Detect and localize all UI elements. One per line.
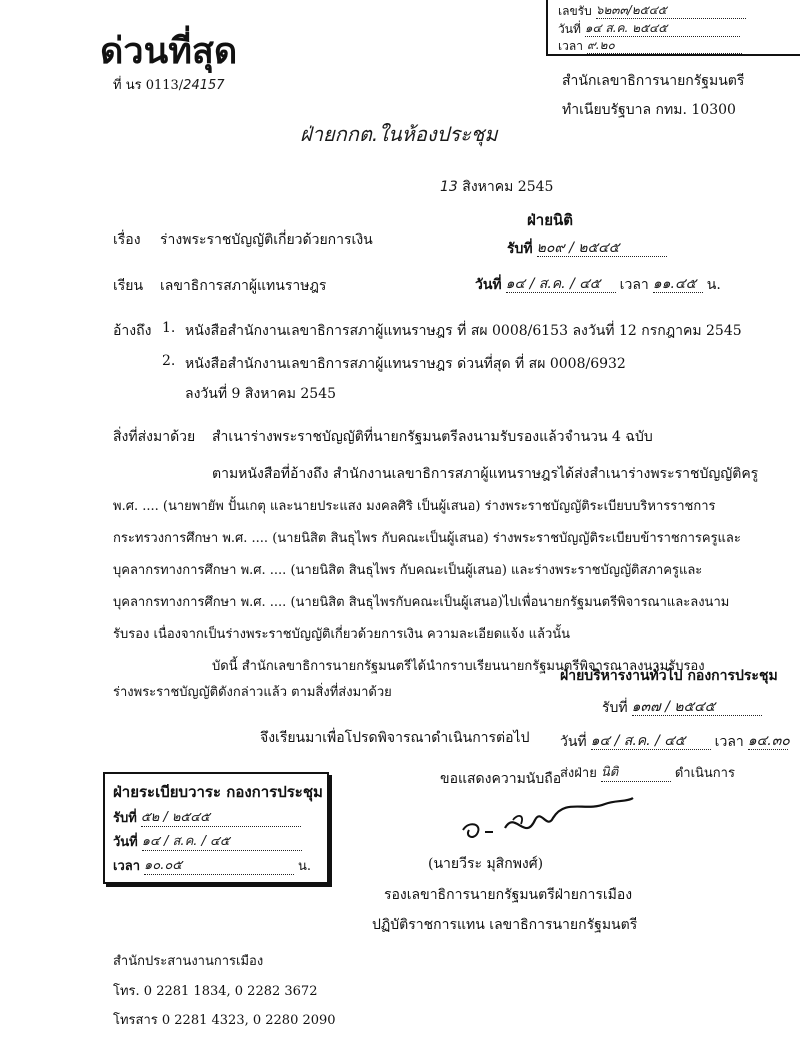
meeting-received-label: รับที่ bbox=[113, 811, 137, 826]
office-address: ทำเนียบรัฐบาล กทม. 10300 bbox=[562, 102, 736, 118]
enclosure-label: สิ่งที่ส่งมาด้วย bbox=[113, 429, 196, 445]
letter-date bbox=[440, 176, 553, 198]
reference-2-text: หนังสือสำนักงานเลขาธิการสภาผู้แทนราษฎร ด่วนที่สุด ที่ สผ 0008/6932 bbox=[185, 356, 626, 372]
signatory-name: (นายวีระ มุสิกพงศ์) bbox=[428, 856, 544, 872]
office-name: สำนักเลขาธิการนายกรัฐมนตรี bbox=[562, 73, 745, 89]
meeting-agenda-stamp bbox=[103, 772, 329, 884]
body-line: ร่างพระราชบัญญัติดังกล่าวแล้ว ตามสิ่งที่ส่งมาด้วย bbox=[113, 685, 392, 700]
admin-stamp-title: ฝ่ายบริหารงานทั่วไป กองการประชุม bbox=[560, 668, 778, 684]
receipt-no-value: ๖๒๓๓/๒๕๔๕ bbox=[596, 2, 746, 19]
legislation-date-label: วันที่ bbox=[475, 277, 502, 293]
addressee-label: เรียน bbox=[113, 278, 144, 294]
legislation-time-value: ๑๑.๔๕ bbox=[653, 276, 703, 293]
receipt-stamp-top bbox=[546, 0, 800, 56]
reference-prefix: ที่ นร 0113/ bbox=[113, 78, 184, 93]
urgency-heading: ด่วนที่สุด bbox=[100, 31, 238, 72]
body-line: บุคลากรทางการศึกษา พ.ศ. .... (นายนิสิต สินธุไพร กับคณะเป็นผู้เสนอ) และร่างพระราชบัญญัติสภาครูและ bbox=[113, 563, 703, 578]
body-line: ตามหนังสือที่อ้างถึง สำนักงานเลขาธิการสภาผู้แทนราษฎรได้ส่งสำเนาร่างพระราชบัญญัติครู bbox=[212, 466, 759, 482]
body-line: รับรอง เนื่องจากเป็นร่างพระราชบัญญัติเกี่ยวด้วยการเงิน ความละเอียดแจ้ง แล้วนั้น bbox=[113, 627, 571, 642]
body-line: บัดนี้ สำนักเลขาธิการนายกรัฐมนตรีได้นำกราบเรียนนายกรัฐมนตรีพิจารณาลงนามรับรอง bbox=[212, 659, 705, 674]
legislation-stamp-title: ฝ่ายนิติ bbox=[527, 211, 573, 229]
reference-number-handwritten: 24157 bbox=[183, 78, 225, 93]
footer-fax: โทรสาร 0 2281 4323, 0 2280 2090 bbox=[113, 1013, 336, 1028]
meeting-time-value: ๑๐.๐๕ bbox=[144, 858, 294, 875]
admin-forward-label: ส่งฝ่าย bbox=[560, 766, 597, 781]
receipt-no-label: เลขรับ bbox=[558, 4, 592, 18]
signatory-position-2: ปฏิบัติราชการแทน เลขาธิการนายกรัฐมนตรี bbox=[372, 917, 638, 933]
body-line: บุคลากรทางการศึกษา พ.ศ. .... (นายนิสิต สินธุไพรกับคณะเป็นผู้เสนอ)ไปเพื่อนายกรัฐมนตรีพิจารณาและลงนาม bbox=[113, 595, 730, 610]
meeting-date-value: ๑๔ / ส.ค. / ๔๕ bbox=[142, 834, 302, 851]
signatory-position-1: รองเลขาธิการนายกรัฐมนตรีฝ่ายการเมือง bbox=[384, 887, 633, 903]
reference-1-text: หนังสือสำนักงานเลขาธิการสภาผู้แทนราษฎร ที่ สผ 0008/6153 ลงวันที่ 12 กรกฎาคม 2545 bbox=[185, 323, 742, 339]
date-month-year: สิงหาคม 2545 bbox=[462, 179, 554, 195]
receipt-date-label: วันที่ bbox=[558, 22, 581, 36]
reference-number bbox=[113, 74, 225, 95]
reference-2-num: 2. bbox=[162, 353, 176, 369]
subject-text: ร่างพระราชบัญญัติเกี่ยวด้วยการเงิน bbox=[160, 232, 373, 248]
admin-date-value: ๑๔ / ส.ค. / ๔๕ bbox=[591, 733, 711, 750]
legislation-stamp bbox=[475, 208, 721, 298]
signature-scribble bbox=[455, 790, 645, 850]
footer-phone: โทร. 0 2281 1834, 0 2282 3672 bbox=[113, 984, 318, 999]
enclosure-text: สำเนาร่างพระราชบัญญัติที่นายกรัฐมนตรีลงนามรับรองแล้วจำนวน 4 ฉบับ bbox=[212, 429, 653, 445]
admin-stamp bbox=[560, 665, 800, 781]
handwritten-note: ฝ่ายกกต.ในห้องประชุม bbox=[300, 122, 498, 146]
legislation-received-value: ๒๐๙ / ๒๕๔๕ bbox=[537, 240, 667, 257]
request-line: จึงเรียนมาเพื่อโปรดพิจารณาดำเนินการต่อไป bbox=[260, 730, 530, 746]
closing-phrase: ขอแสดงความนับถือ bbox=[440, 771, 562, 787]
subject-label: เรื่อง bbox=[113, 232, 141, 248]
reference-1-num: 1. bbox=[162, 320, 176, 336]
receipt-date-value: ๑๔ ส.ค. ๒๕๔๕ bbox=[585, 20, 740, 37]
admin-received-value: ๑๓๗ / ๒๕๔๕ bbox=[632, 699, 762, 716]
footer-unit: สำนักประสานงานการเมือง bbox=[113, 954, 264, 969]
meeting-time-label: เวลา bbox=[113, 859, 141, 874]
reference-2-date: ลงวันที่ 9 สิงหาคม 2545 bbox=[185, 386, 337, 402]
legislation-date-value: ๑๔ / ส.ค. / ๔๕ bbox=[506, 276, 616, 293]
body-line: พ.ศ. .... (นายพายัพ ปั้นเกตุ และนายประแสง มงคลศิริ เป็นผู้เสนอ) ร่างพระราชบัญญัติระเบียบบริหารราชการ bbox=[113, 499, 716, 514]
admin-forward-value: นิติ bbox=[601, 765, 671, 782]
meeting-stamp-title: ฝ่ายระเบียบวาระ กองการประชุม bbox=[113, 783, 323, 801]
meeting-date-label: วันที่ bbox=[113, 835, 138, 850]
body-line: กระทรวงการศึกษา พ.ศ. .... (นายนิสิต สินธุไพร กับคณะเป็นผู้เสนอ) ร่างพระราชบัญญัติระเบียบข้าราชการครูและ bbox=[113, 531, 741, 546]
admin-date-label: วันที่ bbox=[560, 734, 587, 750]
legislation-time-label: เวลา bbox=[619, 277, 649, 293]
admin-forward-suffix: ดำเนินการ bbox=[674, 766, 735, 781]
references-label: อ้างถึง bbox=[113, 323, 152, 339]
meeting-time-suffix: น. bbox=[298, 859, 312, 874]
date-day: 13 bbox=[440, 179, 458, 195]
receipt-time-label: เวลา bbox=[558, 39, 583, 53]
admin-time-label: เวลา bbox=[714, 734, 744, 750]
admin-time-value: ๑๔.๓๐ bbox=[747, 733, 790, 749]
addressee-text: เลขาธิการสภาผู้แทนราษฎร bbox=[160, 278, 327, 294]
admin-received-label: รับที่ bbox=[602, 700, 628, 716]
legislation-received-label: รับที่ bbox=[507, 241, 533, 257]
legislation-time-suffix: น. bbox=[706, 277, 721, 293]
receipt-time-value: ๙.๒๐ bbox=[587, 37, 742, 54]
meeting-received-value: ๕๒ / ๒๕๔๕ bbox=[141, 810, 301, 827]
